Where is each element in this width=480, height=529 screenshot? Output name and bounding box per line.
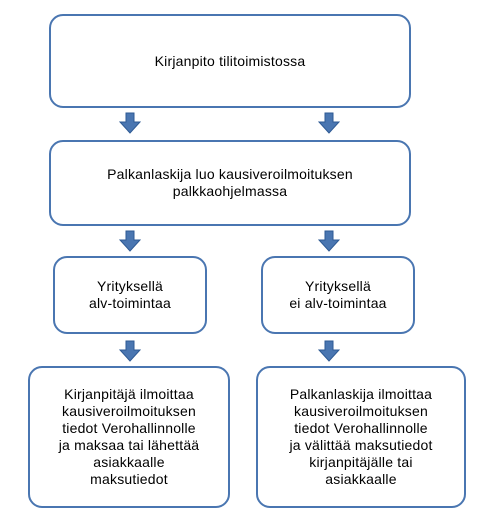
arrow-down-icon: [318, 112, 340, 134]
arrow-down-icon: [119, 340, 141, 362]
arrow-down-icon: [119, 112, 141, 134]
box-payroll-reports-label: Palkanlaskija ilmoittaa kausiveroilmoituksen tiedot Verohallinnolle ja välittää maksutiedot kirjanpitäjälle tai asiakkaalle: [289, 386, 433, 487]
box-no-vat-activity-label: Yrityksellä ei alv-toimintaa: [289, 278, 387, 311]
box-accounting-firm-label: Kirjanpito tilitoimistossa: [154, 52, 306, 69]
box-accountant-reports-label: Kirjanpitäjä ilmoittaa kausiveroilmoituksen tiedot Verohallinnolle ja maksaa tai lähettää asiakkaalle maksutiedot: [58, 386, 200, 487]
box-vat-activity: [53, 256, 207, 334]
arrow-down-icon: [318, 340, 340, 362]
box-accountant-reports: [28, 366, 230, 508]
arrow-down-icon: [318, 230, 340, 252]
box-payroll-creates-report: [49, 140, 411, 226]
box-vat-activity-label: Yrityksellä alv-toimintaa: [89, 278, 171, 311]
box-payroll-reports: [256, 366, 466, 508]
box-payroll-creates-report-label: Palkanlaskija luo kausiveroilmoituksen palkkaohjelmassa: [107, 166, 353, 199]
box-accounting-firm: [49, 14, 411, 108]
arrow-down-icon: [119, 230, 141, 252]
box-no-vat-activity: [261, 256, 415, 334]
